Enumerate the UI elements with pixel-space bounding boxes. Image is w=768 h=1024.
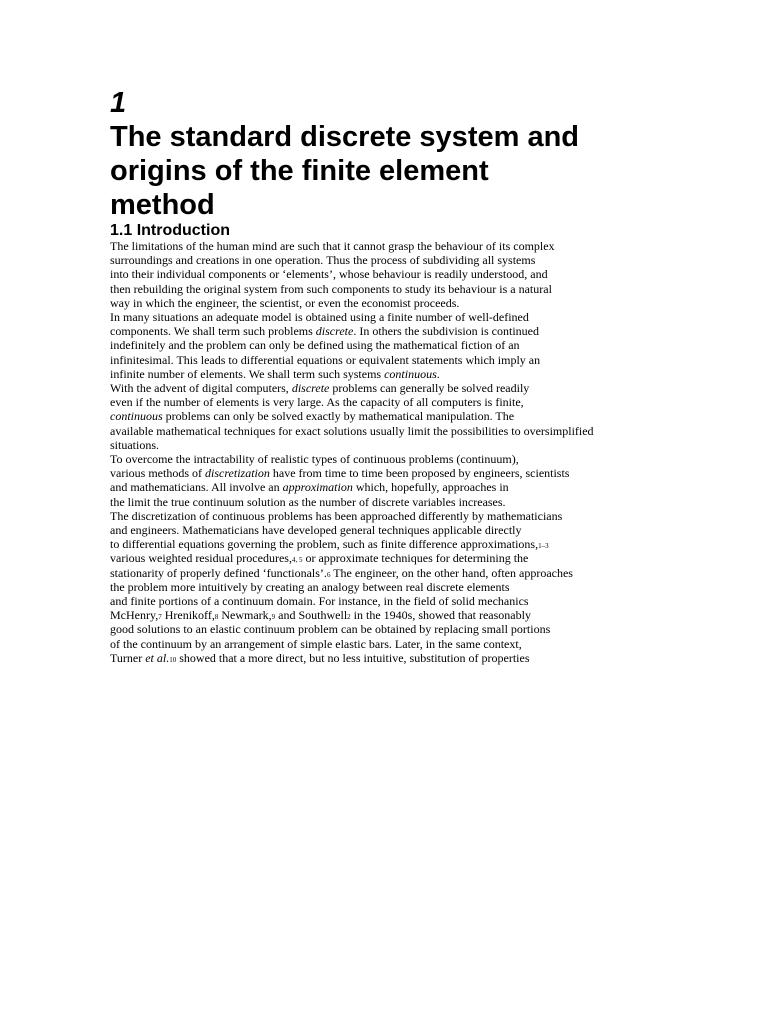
citation-ref: 9 <box>271 613 276 622</box>
text-run: . In others the subdivision is continued <box>353 324 539 339</box>
emphasis-text: continuous <box>384 366 437 381</box>
body-line <box>110 409 740 423</box>
text-run: various methods of <box>110 466 205 481</box>
citation-ref: 8 <box>214 613 219 622</box>
text-run: situations. <box>110 437 160 452</box>
emphasis-text: et al. <box>145 650 170 665</box>
text-run: With the advent of digital computers, <box>110 381 292 396</box>
chapter-title-line: The standard discrete system and <box>110 121 579 153</box>
text-run: available mathematical techniques for exact solutions usually limit the possibilities to oversimplified <box>110 423 594 438</box>
body-line <box>110 637 740 651</box>
body-line <box>110 296 740 310</box>
body-line <box>110 622 740 636</box>
body-text <box>110 239 740 665</box>
chapter-title-line: method <box>110 189 215 221</box>
citation-ref: 1–3 <box>538 542 549 551</box>
text-run: infinite number of elements. We shall term such systems <box>110 366 385 381</box>
body-line <box>110 282 740 296</box>
text-run: of the continuum by an arrangement of simple elastic bars. Later, in the same context, <box>110 636 522 651</box>
citation-ref: 7 <box>158 613 162 622</box>
text-run: components. We shall term such problems <box>110 324 316 339</box>
body-line <box>110 338 740 352</box>
emphasis-text: approximation <box>282 480 353 495</box>
text-run: The limitations of the human mind are such that it cannot grasp the behaviour of its complex <box>110 239 555 253</box>
body-line <box>110 480 740 494</box>
body-line <box>110 367 740 381</box>
text-run: and mathematicians. All involve an <box>110 480 283 495</box>
text-run: showed that a more direct, but no less intuitive, substitution of properties <box>176 650 530 665</box>
body-line <box>110 509 740 523</box>
body-line <box>110 253 740 267</box>
text-run: Hrenikoff, <box>161 608 215 623</box>
text-run: and Southwell <box>275 608 348 623</box>
chapter-title-line: origins of the finite element <box>110 155 489 187</box>
citation-ref: 6 <box>326 570 331 579</box>
citation-ref: 4, 5 <box>291 556 303 565</box>
text-run: then rebuilding the original system from such components to study its behaviour is a natural <box>110 281 552 296</box>
text-run: infinitesimal. This leads to differential equations or equivalent statements which imply an <box>110 352 541 367</box>
text-run: which, hopefully, approaches in <box>352 480 509 495</box>
text-run: even if the number of elements is very large. As the capacity of all computers is finite, <box>110 395 524 410</box>
body-line <box>110 239 740 253</box>
text-run: Turner <box>110 650 146 665</box>
body-line <box>110 495 740 509</box>
chapter-title <box>110 120 740 222</box>
body-line <box>110 537 740 551</box>
body-line <box>110 267 740 281</box>
text-run: various weighted residual procedures, <box>110 551 292 566</box>
text-run: In many situations an adequate model is obtained using a finite number of well-defined <box>110 310 529 325</box>
text-run: problems can generally be solved readily <box>329 381 530 396</box>
text-run: into their individual components or ‘elements’, whose behaviour is readily understood, and <box>110 267 548 282</box>
text-run: and engineers. Mathematicians have developed general techniques applicable directly <box>110 523 522 538</box>
body-line <box>110 523 740 537</box>
body-line <box>110 608 740 622</box>
text-run: problems can only be solved exactly by mathematical manipulation. The <box>162 409 515 424</box>
body-line <box>110 395 740 409</box>
body-line <box>110 310 740 324</box>
text-run: The engineer, on the other hand, often approaches <box>330 565 573 580</box>
document-page <box>110 86 740 665</box>
body-line <box>110 353 740 367</box>
body-line <box>110 324 740 338</box>
body-line <box>110 651 740 665</box>
text-run: stationarity of properly defined ‘functionals’. <box>110 565 327 580</box>
text-run: surroundings and creations in one operation. Thus the process of subdividing all systems <box>110 253 536 268</box>
text-run: good solutions to an elastic continuum problem can be obtained by replacing small portions <box>110 622 551 637</box>
text-run: and finite portions of a continuum domain. For instance, in the field of solid mechanics <box>110 594 529 609</box>
text-run: . <box>436 366 440 381</box>
text-run: the problem more intuitively by creating an analogy between real discrete elements <box>110 579 510 594</box>
citation-ref: 2 <box>347 613 351 622</box>
text-run: have from time to time been proposed by engineers, scientists <box>269 466 570 481</box>
body-line <box>110 424 740 438</box>
text-run: The discretization of continuous problems has been approached differently by mathematicians <box>110 508 563 523</box>
emphasis-text: discretization <box>205 466 270 481</box>
text-run: to differential equations governing the problem, such as finite difference approximations, <box>110 537 539 552</box>
body-line <box>110 580 740 594</box>
citation-ref: 10 <box>169 655 177 664</box>
text-run: in the 1940s, showed that reasonably <box>350 608 531 623</box>
body-line <box>110 551 740 565</box>
emphasis-text: continuous <box>110 409 163 424</box>
text-run: To overcome the intractability of realistic types of continuous problems (continuum), <box>110 452 519 467</box>
body-line <box>110 452 740 466</box>
text-run: McHenry, <box>110 608 159 623</box>
body-line <box>110 566 740 580</box>
section-title: 1.1 Introduction <box>110 222 230 239</box>
body-line <box>110 381 740 395</box>
emphasis-text: discrete <box>291 381 330 396</box>
body-line <box>110 438 740 452</box>
chapter-number: 1 <box>110 87 127 119</box>
text-run: the limit the true continuum solution as the number of discrete variables increases. <box>110 494 506 509</box>
emphasis-text: discrete <box>315 324 354 339</box>
text-run: or approximate techniques for determining the <box>302 551 529 566</box>
text-run: way in which the engineer, the scientist, or even the economist proceeds. <box>110 295 460 310</box>
text-run: indefinitely and the problem can only be defined using the mathematical fiction of an <box>110 338 520 353</box>
text-run: Newmark, <box>218 608 272 623</box>
body-line <box>110 594 740 608</box>
body-line <box>110 466 740 480</box>
